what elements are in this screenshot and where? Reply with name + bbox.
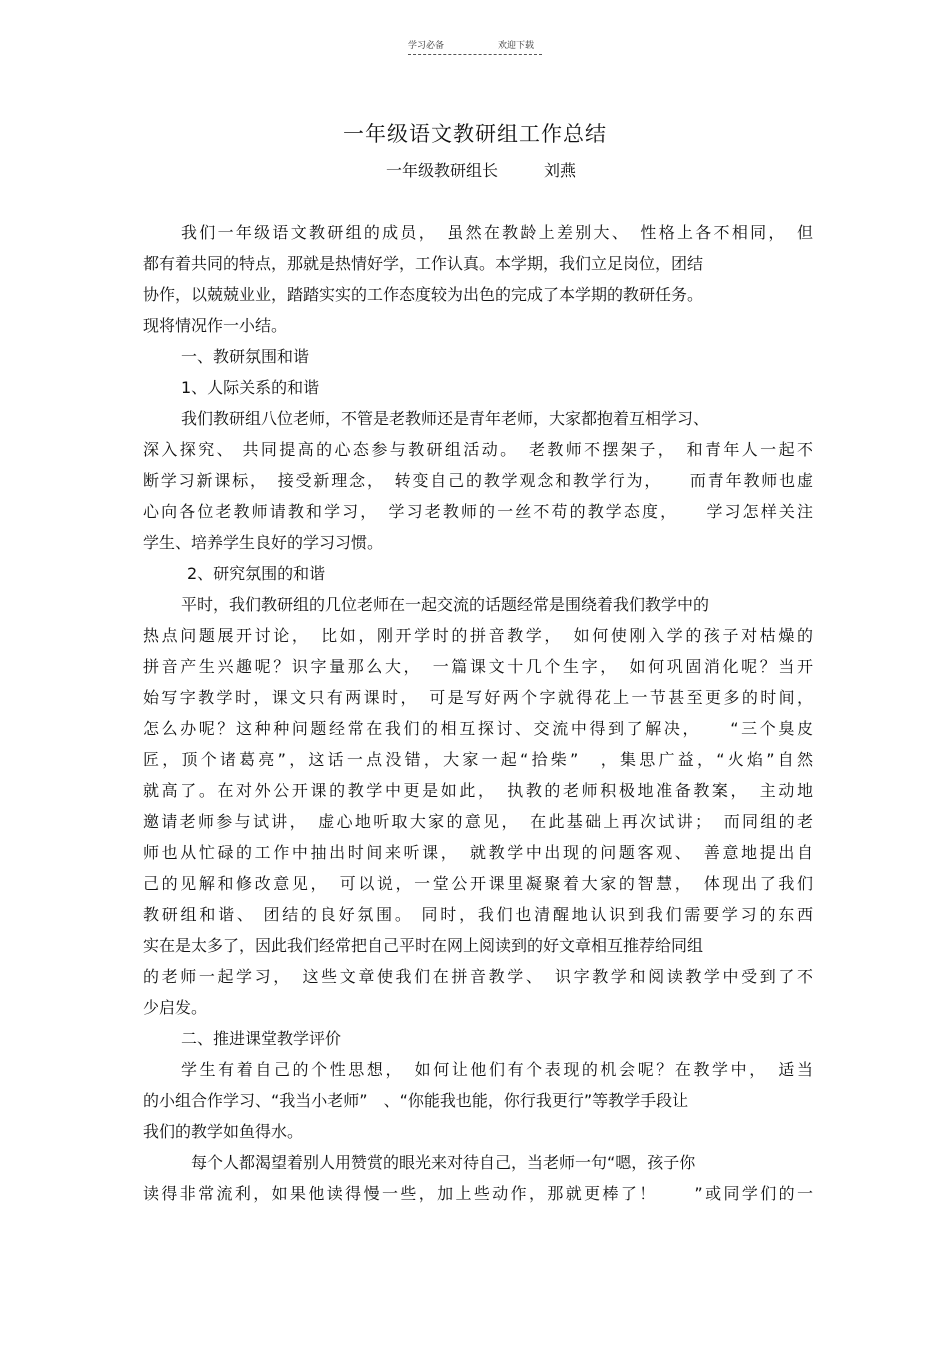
text-line: 断学习新课标， 接受新理念， 转变自己的教学观念和教学行为， 而青年教师也虚 xyxy=(143,471,813,490)
text-line: 的小组合作学习、“我当小老师” 、“你能我也能，你行我更行”等教学手段让 xyxy=(143,1091,689,1110)
text-line: 我们教研组八位老师，不管是老教师还是青年老师，大家都抱着互相学习、 xyxy=(181,409,710,428)
author-role: 一年级教研组长 xyxy=(386,161,499,180)
text-line: 学生、培养学生良好的学习习惯。 xyxy=(143,533,384,552)
text-line: 都有着共同的特点，那就是热情好学，工作认真。本学期，我们立足岗位，团结 xyxy=(143,254,704,273)
text-line: 热点问题展开讨论， 比如，刚开学时的拼音教学， 如何使刚入学的孩子对枯燥的 xyxy=(143,626,813,645)
text-line: 少启发。 xyxy=(143,998,208,1017)
text-line: 怎么办呢？这种种问题经常在我们的相互探讨、交流中得到了解决， “三个臭皮 xyxy=(143,719,813,738)
author-name: 刘燕 xyxy=(544,161,577,180)
text-line: 深入探究、 共同提高的心态参与教研组活动。 老教师不摆架子， 和青年人一起不 xyxy=(143,440,813,459)
text-line: 协作，以兢兢业业，踏踏实实的工作态度较为出色的完成了本学期的教研任务。 xyxy=(143,285,704,304)
author-line xyxy=(386,158,576,181)
text-line: 实在是太多了，因此我们经常把自己平时在网上阅读到的好文章相互推荐给同组 xyxy=(143,936,704,955)
header-right-text: 欢迎下载 xyxy=(498,41,535,51)
text-line: 一、教研氛围和谐 xyxy=(181,347,310,366)
text-line: 每个人都渴望着别人用赞赏的眼光来对待自己，当老师一句“嗯，孩子你 xyxy=(191,1153,696,1172)
text-line: 1、人际关系的和谐 xyxy=(181,378,320,397)
text-line: 平时，我们教研组的几位老师在一起交流的话题经常是围绕着我们教学中的 xyxy=(181,595,710,614)
text-line: 的老师一起学习， 这些文章使我们在拼音教学、 识字教学和阅读教学中受到了不 xyxy=(143,967,813,986)
document-title: 一年级语文教研组工作总结 xyxy=(343,122,607,146)
header-divider xyxy=(408,54,542,55)
text-line: 匠，顶个诸葛亮”，这话一点没错，大家一起“拾柴” ，集思广益，“火焰”自然 xyxy=(143,750,813,769)
text-line: 读得非常流利，如果他读得慢一些，加上些动作，那就更棒了！ ”或同学们的一 xyxy=(143,1184,813,1203)
text-line: 拼音产生兴趣呢？识字量那么大， 一篇课文十几个生字， 如何巩固消化呢？当开 xyxy=(143,657,813,676)
text-line: 教研组和谐、 团结的良好氛围。 同时，我们也清醒地认识到我们需要学习的东西 xyxy=(143,905,813,924)
text-line: 我们的教学如鱼得水。 xyxy=(143,1122,304,1141)
header-left-text: 学习必备 xyxy=(408,41,445,51)
text-line: 己的见解和修改意见， 可以说，一堂公开课里凝聚着大家的智慧， 体现出了我们 xyxy=(143,874,813,893)
text-line: 始写字教学时，课文只有两课时， 可是写好两个字就得花上一节甚至更多的时间， xyxy=(143,688,813,707)
text-line: 师也从忙碌的工作中抽出时间来听课， 就教学中出现的问题客观、 善意地提出自 xyxy=(143,843,813,862)
text-line: 学生有着自己的个性思想， 如何让他们有个表现的机会呢？在教学中， 适当 xyxy=(181,1060,813,1079)
text-line: 邀请老师参与试讲， 虚心地听取大家的意见， 在此基础上再次试讲； 而同组的老 xyxy=(143,812,813,831)
text-line: 二、推进课堂教学评价 xyxy=(181,1029,342,1048)
text-line: 就高了。在对外公开课的教学中更是如此， 执教的老师积极地准备教案， 主动地 xyxy=(143,781,813,800)
text-line: 我们一年级语文教研组的成员， 虽然在教龄上差别大、 性格上各不相同， 但 xyxy=(181,223,813,242)
document-body xyxy=(143,217,813,1209)
text-line: 现将情况作一小结。 xyxy=(143,316,288,335)
text-line: 2、研究氛围的和谐 xyxy=(187,564,326,583)
text-line: 心向各位老教师请教和学习， 学习老教师的一丝不苟的教学态度， 学习怎样关注 xyxy=(143,502,813,521)
